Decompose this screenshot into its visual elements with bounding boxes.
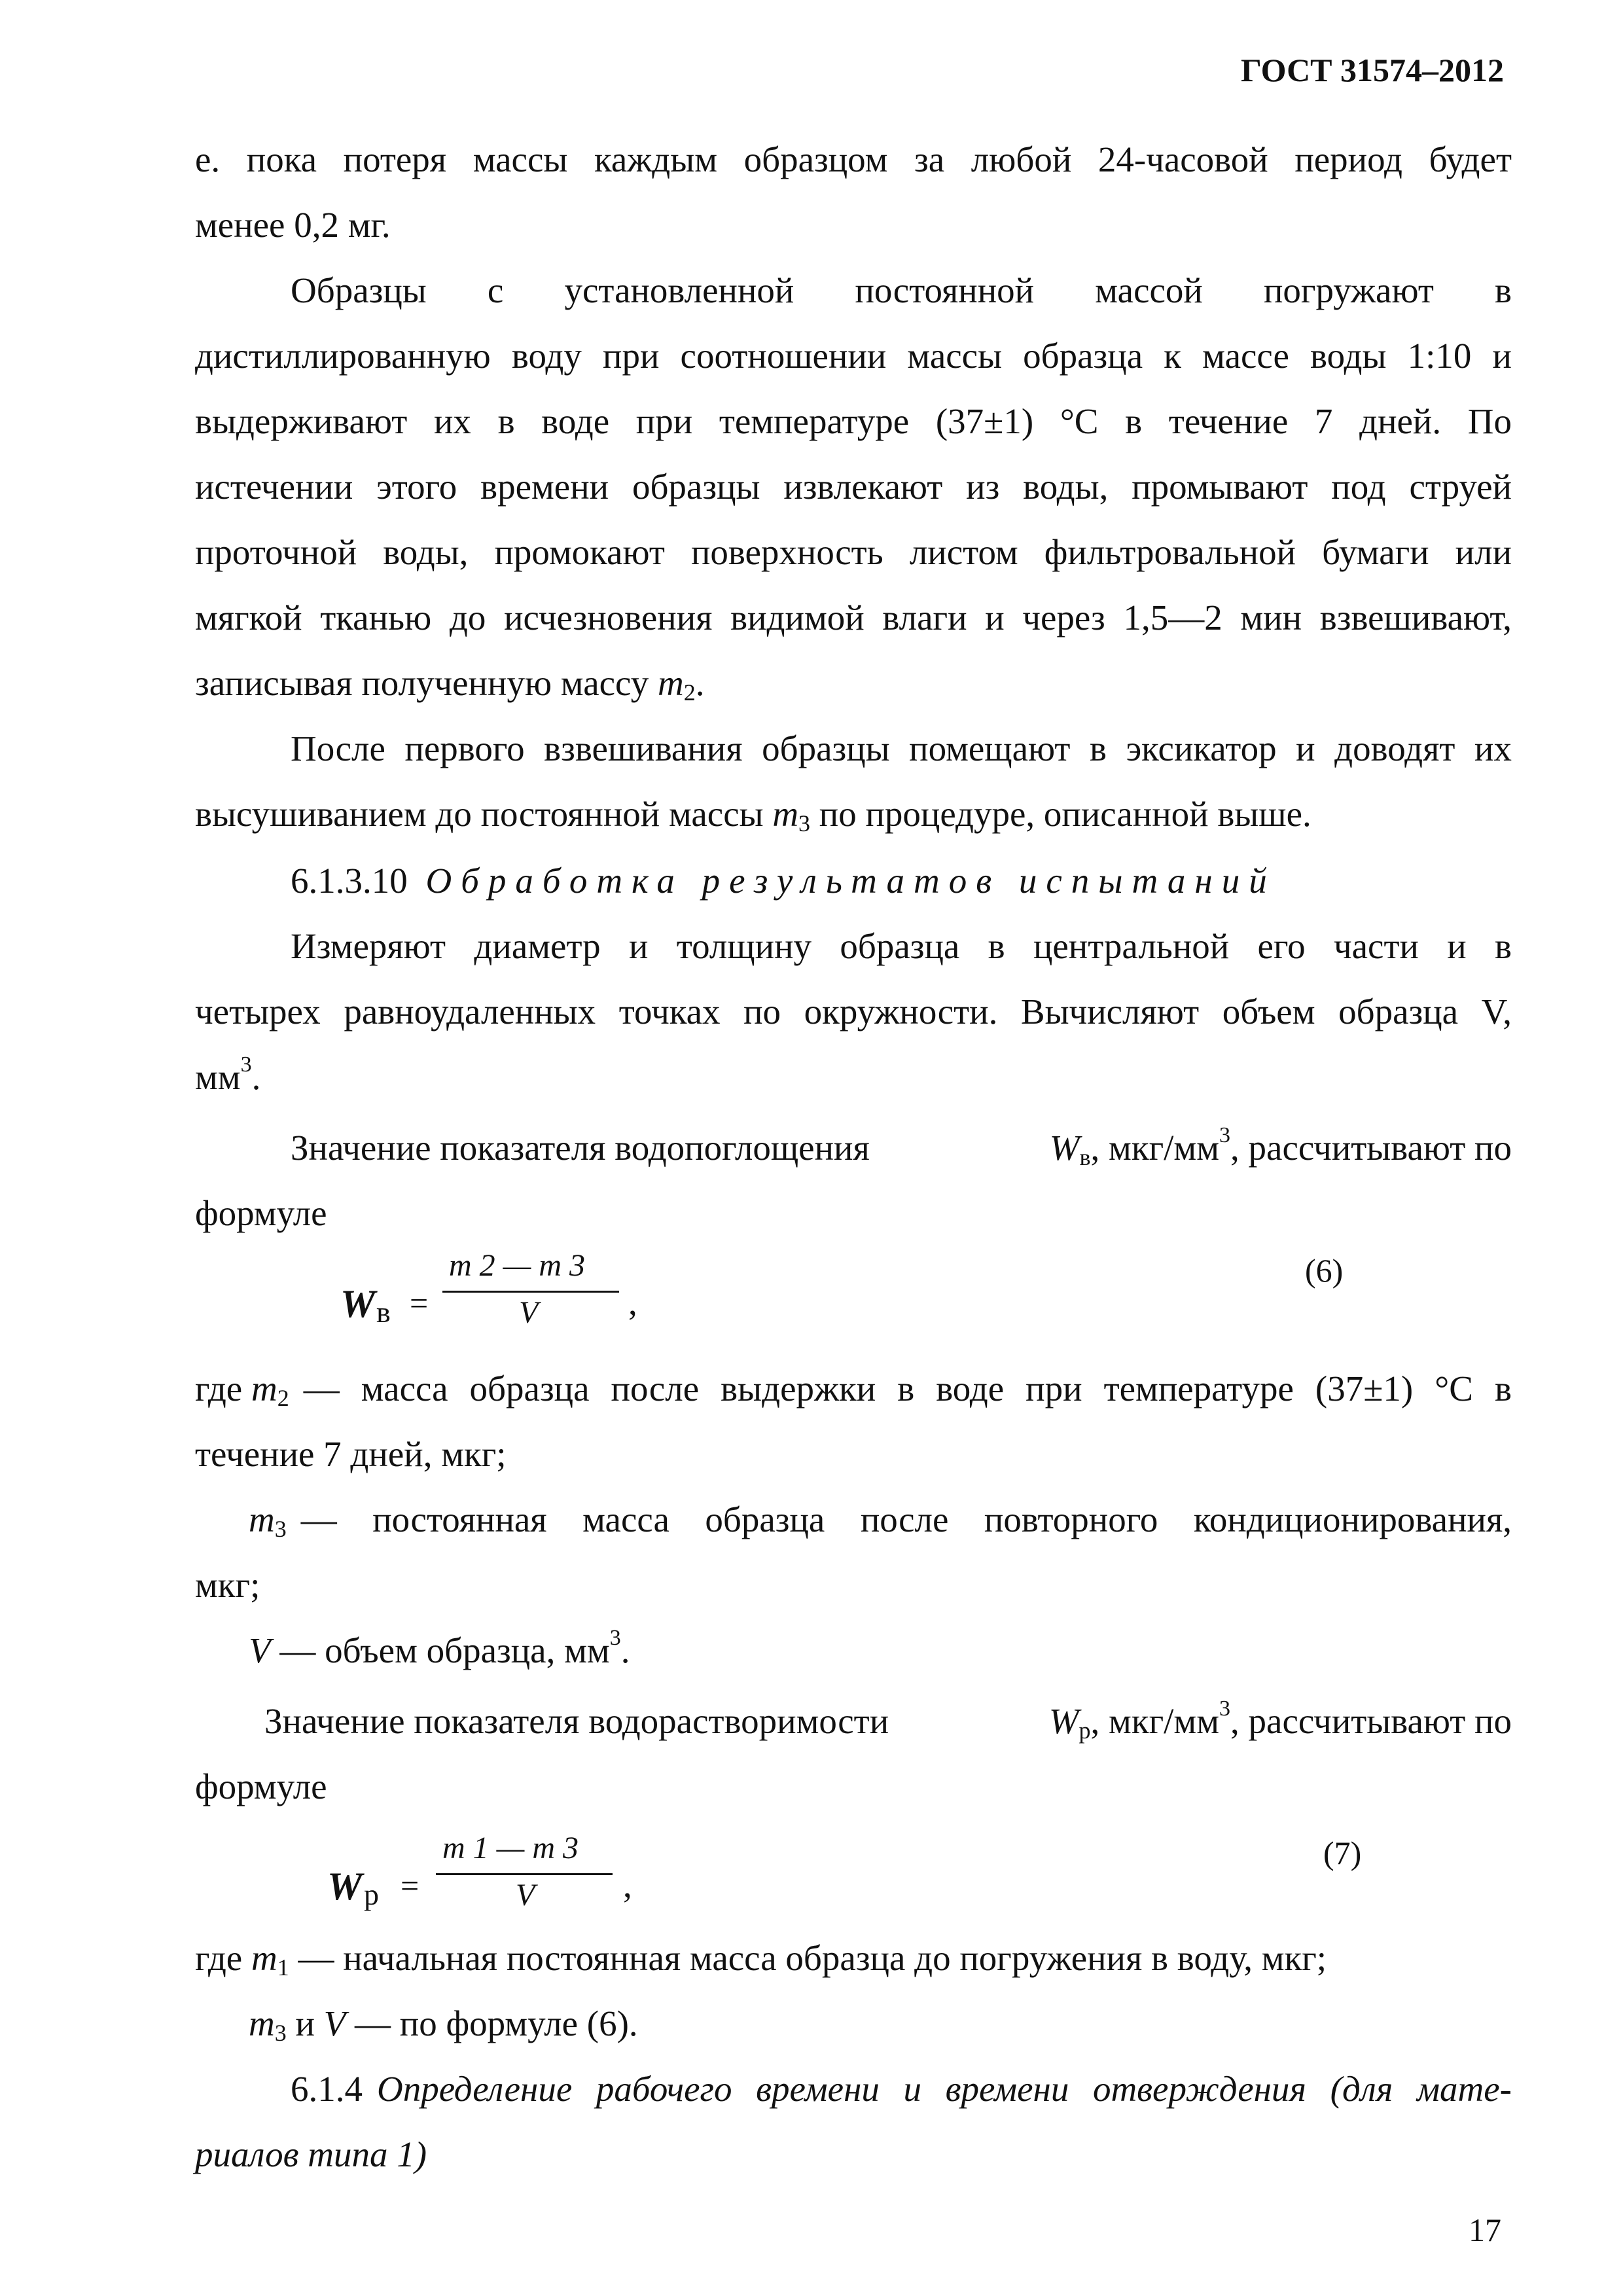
page-number: 17 — [1469, 2212, 1501, 2248]
text: — масса образца после выдержки в воде при температуре (37±1) °С в — [303, 1369, 1512, 1408]
text: где — [195, 1938, 243, 1978]
text — [1048, 1696, 1512, 1744]
superscript: 3 — [240, 1052, 252, 1077]
formula-comma: , — [628, 1282, 637, 1322]
text: , мкг/мм — [1090, 1128, 1220, 1168]
formula-number: (7) — [1323, 1835, 1362, 1871]
formula-lhs-subscript: в — [376, 1295, 391, 1329]
formula-equals: = — [401, 1867, 419, 1904]
text: . — [695, 663, 705, 703]
paragraph-line: менее 0,2 мг. — [195, 205, 391, 245]
variable-m: m — [249, 1499, 275, 1539]
formula-numerator: m 1 — m 3 — [442, 1831, 579, 1865]
fraction-bar — [436, 1873, 613, 1875]
paragraph-line: формуле — [195, 1193, 327, 1233]
section-number: 6.1.3.10 — [291, 861, 408, 901]
paragraph-line — [249, 1626, 630, 1671]
formula-denominator: V — [519, 1295, 539, 1330]
paragraph-line: формуле — [195, 1767, 327, 1806]
section-title-continued: риалов типа 1) — [195, 2134, 427, 2174]
variable-m: m — [251, 1938, 277, 1978]
text: мм — [195, 1057, 241, 1097]
paragraph-line: е. пока потеря массы каждым образцом за любой 24-часовой период будет — [195, 139, 1512, 179]
text: — постоянная масса образца после повторного кондиционирования, — [300, 1499, 1512, 1539]
text: , рассчитывают по — [1230, 1701, 1512, 1741]
text: — объем образца, мм — [279, 1630, 610, 1670]
paragraph-line: четырех равноудаленных точках по окружности. Вычисляют объем образца V, — [195, 992, 1512, 1031]
section-number: 6.1.4 — [291, 2069, 363, 2109]
text: — начальная постоянная масса образца до погружения в воду, мкг; — [298, 1938, 1327, 1978]
section-heading — [291, 860, 1276, 901]
subscript: 3 — [274, 2020, 287, 2046]
superscript: 3 — [609, 1626, 621, 1650]
paragraph-line: После первого взвешивания образцы помещают в эксикатор и доводят их — [291, 728, 1512, 768]
paragraph-line — [195, 662, 704, 704]
paragraph-line — [249, 1499, 1512, 1540]
section-heading — [291, 2068, 1512, 2109]
formula-lhs: W — [340, 1282, 376, 1325]
text: . — [620, 1630, 630, 1670]
formula-denominator: V — [516, 1878, 535, 1912]
paragraph-line: выдерживают их в воде при температуре (37±1) °С в течение 7 дней. По — [195, 401, 1512, 441]
superscript: 3 — [1219, 1696, 1231, 1721]
formula-comma: , — [623, 1865, 632, 1905]
text: и — [295, 2003, 315, 2043]
paragraph-line: мкг; — [195, 1565, 260, 1605]
formula-number: (6) — [1305, 1252, 1344, 1289]
paragraph-line: мягкой тканью до исчезновения видимой влаги и через 1,5—2 мин взвешивают, — [195, 598, 1512, 637]
formula-numerator: m 2 — m 3 — [449, 1248, 586, 1283]
subscript: в — [1079, 1144, 1091, 1170]
paragraph-line: дистиллированную воду при соотношении массы образца к массе воды 1:10 и — [195, 336, 1512, 376]
subscript: 3 — [798, 810, 811, 836]
paragraph-line: Образцы с установленной постоянной массой погружают в — [291, 270, 1512, 310]
formula-equals: = — [410, 1285, 429, 1321]
paragraph-line: проточной воды, промокают поверхность листом фильтровальной бумаги или — [195, 532, 1512, 572]
formula-lhs: W — [327, 1865, 363, 1908]
subscript: 3 — [274, 1516, 287, 1542]
variable-m: m — [249, 2003, 275, 2043]
paragraph-line — [195, 1368, 1512, 1409]
standard-code-header: ГОСТ 31574–2012 — [1241, 52, 1505, 88]
paragraph-line — [195, 1937, 1327, 1979]
formula-lhs-subscript: р — [364, 1878, 379, 1911]
text — [249, 1499, 287, 1540]
text — [1049, 1123, 1512, 1170]
subscript: р — [1079, 1717, 1091, 1744]
paragraph-line: истечении этого времени образцы извлекают из воды, промывают под струей — [195, 467, 1512, 507]
text: высушиванием до постоянной массы — [195, 794, 764, 834]
text: , мкг/мм — [1090, 1701, 1220, 1741]
paragraph-line — [195, 1052, 261, 1098]
text: записывая полученную массу — [195, 663, 649, 703]
paragraph-line — [291, 1123, 1512, 1170]
text: где — [195, 1369, 243, 1408]
text: — по формуле (6). — [355, 2003, 638, 2043]
text: . — [251, 1057, 261, 1097]
section-title: Обработка результатов испытаний — [425, 861, 1276, 901]
paragraph-line — [264, 1696, 1512, 1744]
variable-m: m — [772, 794, 799, 834]
variable-m: m — [251, 1369, 277, 1408]
text: Значение показателя водопоглощения — [291, 1128, 870, 1168]
paragraph-line — [195, 793, 1311, 834]
subscript: 1 — [277, 1954, 289, 1981]
text: , рассчитывают по — [1230, 1128, 1512, 1168]
paragraph-line: течение 7 дней, мкг; — [195, 1434, 507, 1474]
paragraph-line: Измеряют диаметр и толщину образца в центральной его части и в — [291, 926, 1512, 966]
variable-v: V — [323, 2003, 346, 2043]
variable-m: m — [657, 663, 684, 703]
text: Значение показателя водорастворимости — [264, 1701, 889, 1741]
fraction-bar — [442, 1291, 619, 1293]
variable-v: V — [249, 1630, 271, 1670]
text — [195, 1368, 289, 1409]
paragraph-line — [249, 2003, 638, 2044]
subscript: 2 — [683, 679, 696, 706]
subscript: 2 — [277, 1385, 289, 1411]
variable-w: W — [1048, 1701, 1079, 1741]
section-title: Определение рабочего времени и времени отверждения (для мате- — [377, 2069, 1512, 2109]
text: по процедуре, описанной выше. — [819, 794, 1311, 834]
superscript: 3 — [1219, 1123, 1231, 1147]
variable-w: W — [1049, 1128, 1080, 1168]
